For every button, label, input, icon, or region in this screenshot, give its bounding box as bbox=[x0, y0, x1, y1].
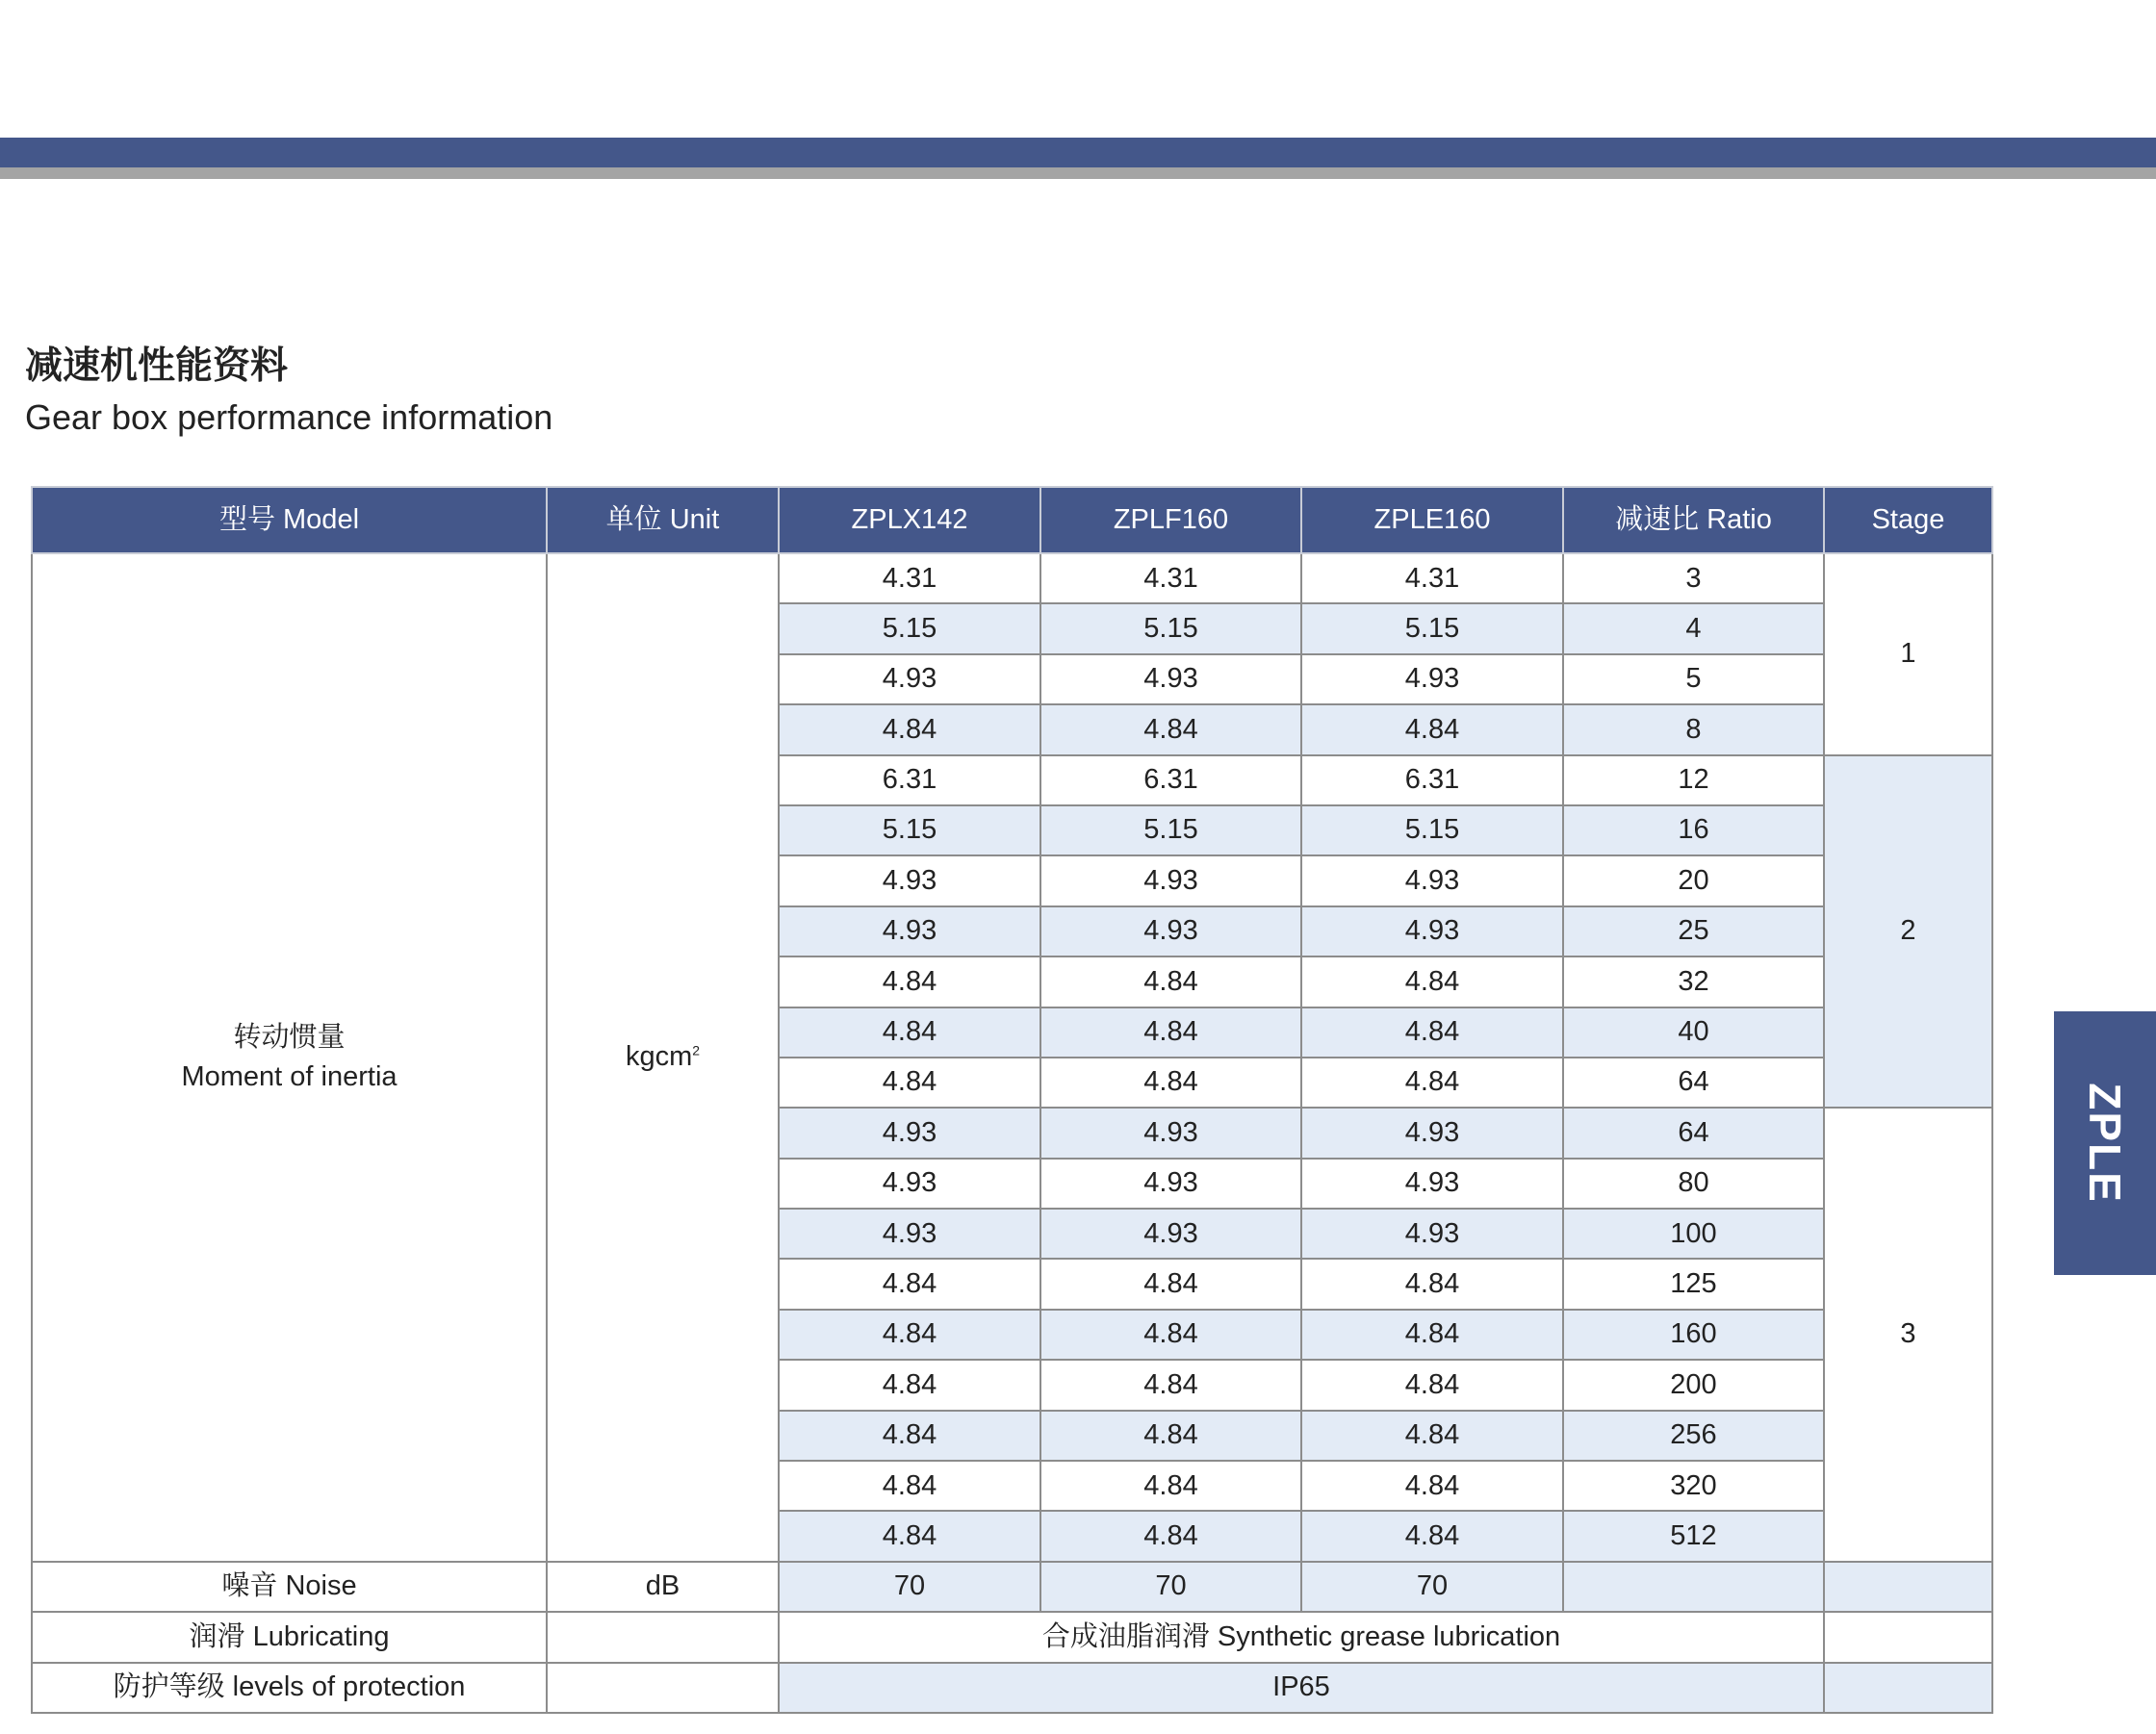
ratio-cell: 32 bbox=[1563, 956, 1824, 1007]
inertia-value-cell: 6.31 bbox=[1301, 755, 1563, 805]
header-zplx142: ZPLX142 bbox=[779, 487, 1040, 553]
inertia-value-cell: 4.84 bbox=[1301, 1310, 1563, 1360]
inertia-value-cell: 5.15 bbox=[1040, 805, 1301, 855]
inertia-value-cell: 4.84 bbox=[779, 1360, 1040, 1410]
ratio-cell: 25 bbox=[1563, 906, 1824, 956]
inertia-value-cell: 5.15 bbox=[1040, 603, 1301, 653]
inertia-value-cell: 4.93 bbox=[1040, 855, 1301, 905]
header-unit: 单位 Unit bbox=[547, 487, 779, 553]
inertia-unit-text: kgcm bbox=[625, 1041, 693, 1073]
ratio-cell: 512 bbox=[1563, 1511, 1824, 1561]
side-tab-label: ZPLE bbox=[2080, 1083, 2130, 1204]
inertia-unit-sup: 2 bbox=[692, 1042, 701, 1058]
inertia-value-cell: 4.84 bbox=[1301, 1058, 1563, 1108]
header-color-bar bbox=[0, 138, 2156, 167]
ratio-cell: 12 bbox=[1563, 755, 1824, 805]
inertia-label-cn: 转动惯量 bbox=[233, 1021, 346, 1053]
inertia-value-cell: 4.84 bbox=[779, 1411, 1040, 1461]
inertia-value-cell: 4.84 bbox=[779, 1511, 1040, 1561]
inertia-value-cell: 4.84 bbox=[779, 1310, 1040, 1360]
inertia-value-cell: 4.84 bbox=[1040, 1259, 1301, 1309]
inertia-value-cell: 4.84 bbox=[1301, 1007, 1563, 1058]
inertia-value-cell: 5.15 bbox=[779, 805, 1040, 855]
inertia-value-cell: 4.84 bbox=[1040, 1310, 1301, 1360]
inertia-value-cell: 4.84 bbox=[1040, 1360, 1301, 1410]
section-title-cn: 减速机性能资料 bbox=[25, 345, 289, 387]
inertia-value-cell: 4.93 bbox=[1301, 654, 1563, 704]
inertia-value-cell: 6.31 bbox=[779, 755, 1040, 805]
ratio-cell: 64 bbox=[1563, 1108, 1824, 1158]
inertia-value-cell: 4.84 bbox=[1040, 1007, 1301, 1058]
side-tab bbox=[2054, 1011, 2156, 1275]
ratio-cell: 160 bbox=[1563, 1310, 1824, 1360]
inertia-value-cell: 4.93 bbox=[1301, 1159, 1563, 1209]
ratio-cell: 125 bbox=[1563, 1259, 1824, 1309]
ratio-cell: 16 bbox=[1563, 805, 1824, 855]
inertia-value-cell: 4.31 bbox=[1040, 553, 1301, 603]
inertia-value-cell: 4.84 bbox=[1040, 956, 1301, 1007]
ratio-cell: 40 bbox=[1563, 1007, 1824, 1058]
inertia-value-cell: 4.84 bbox=[1040, 1511, 1301, 1561]
inertia-value-cell: 4.31 bbox=[779, 553, 1040, 603]
table-row bbox=[32, 553, 1992, 603]
noise-empty-cell bbox=[1563, 1562, 1824, 1612]
stage-cell: 3 bbox=[1824, 1108, 1992, 1562]
protection-row bbox=[32, 1663, 1992, 1713]
ratio-cell: 320 bbox=[1563, 1461, 1824, 1511]
stage-cell: 1 bbox=[1824, 553, 1992, 755]
noise-row bbox=[32, 1562, 1992, 1612]
ratio-cell: 64 bbox=[1563, 1058, 1824, 1108]
inertia-value-cell: 4.84 bbox=[1040, 1461, 1301, 1511]
header-model: 型号 Model bbox=[32, 487, 547, 553]
protection-unit bbox=[547, 1663, 779, 1713]
ratio-cell: 80 bbox=[1563, 1159, 1824, 1209]
stage-cell: 2 bbox=[1824, 755, 1992, 1109]
ratio-cell: 3 bbox=[1563, 553, 1824, 603]
inertia-value-cell: 4.93 bbox=[779, 654, 1040, 704]
inertia-value-cell: 4.93 bbox=[779, 906, 1040, 956]
inertia-value-cell: 4.84 bbox=[1301, 1360, 1563, 1410]
inertia-value-cell: 4.84 bbox=[779, 1007, 1040, 1058]
inertia-value-cell: 4.84 bbox=[1040, 1058, 1301, 1108]
inertia-value-cell: 4.93 bbox=[779, 1159, 1040, 1209]
performance-table bbox=[31, 486, 1993, 1714]
noise-value-cell: 70 bbox=[779, 1562, 1040, 1612]
inertia-value-cell: 4.93 bbox=[1040, 1209, 1301, 1259]
inertia-value-cell: 4.93 bbox=[1040, 906, 1301, 956]
lubricating-row bbox=[32, 1612, 1992, 1662]
inertia-value-cell: 4.93 bbox=[1301, 906, 1563, 956]
section-title-en: Gear box performance information bbox=[25, 397, 553, 437]
inertia-value-cell: 4.84 bbox=[1301, 1511, 1563, 1561]
header-ratio: 减速比 Ratio bbox=[1563, 487, 1824, 553]
inertia-value-cell: 4.84 bbox=[1040, 1411, 1301, 1461]
noise-value-cell: 70 bbox=[1040, 1562, 1301, 1612]
inertia-value-cell: 4.93 bbox=[1301, 1209, 1563, 1259]
inertia-value-cell: 4.93 bbox=[1301, 855, 1563, 905]
inertia-value-cell: 4.93 bbox=[1301, 1108, 1563, 1158]
ratio-cell: 20 bbox=[1563, 855, 1824, 905]
inertia-value-cell: 4.84 bbox=[779, 1461, 1040, 1511]
inertia-value-cell: 5.15 bbox=[1301, 603, 1563, 653]
protection-empty-cell bbox=[1824, 1663, 1992, 1713]
inertia-value-cell: 4.84 bbox=[1040, 704, 1301, 754]
inertia-value-cell: 4.93 bbox=[779, 855, 1040, 905]
inertia-value-cell: 4.84 bbox=[1301, 1411, 1563, 1461]
inertia-value-cell: 6.31 bbox=[1040, 755, 1301, 805]
inertia-value-cell: 4.31 bbox=[1301, 553, 1563, 603]
noise-value-cell: 70 bbox=[1301, 1562, 1563, 1612]
inertia-value-cell: 4.93 bbox=[1040, 1108, 1301, 1158]
protection-label: 防护等级 levels of protection bbox=[32, 1663, 547, 1713]
inertia-value-cell: 4.84 bbox=[779, 1058, 1040, 1108]
lubricating-value: 合成油脂润滑 Synthetic grease lubrication bbox=[779, 1612, 1824, 1662]
inertia-label bbox=[32, 553, 547, 1562]
noise-label: 噪音 Noise bbox=[32, 1562, 547, 1612]
inertia-value-cell: 5.15 bbox=[779, 603, 1040, 653]
lubricating-label: 润滑 Lubricating bbox=[32, 1612, 547, 1662]
inertia-value-cell: 4.84 bbox=[1301, 1259, 1563, 1309]
inertia-value-cell: 4.93 bbox=[1040, 1159, 1301, 1209]
inertia-value-cell: 4.84 bbox=[1301, 1461, 1563, 1511]
ratio-cell: 8 bbox=[1563, 704, 1824, 754]
lubricating-empty-cell bbox=[1824, 1612, 1992, 1662]
header-zple160: ZPLE160 bbox=[1301, 487, 1563, 553]
inertia-value-cell: 4.84 bbox=[779, 956, 1040, 1007]
inertia-value-cell: 4.84 bbox=[779, 1259, 1040, 1309]
ratio-cell: 200 bbox=[1563, 1360, 1824, 1410]
inertia-value-cell: 4.84 bbox=[779, 704, 1040, 754]
ratio-cell: 4 bbox=[1563, 603, 1824, 653]
inertia-value-cell: 4.93 bbox=[1040, 654, 1301, 704]
inertia-value-cell: 4.84 bbox=[1301, 704, 1563, 754]
inertia-label-en: Moment of inertia bbox=[181, 1060, 398, 1092]
ratio-cell: 5 bbox=[1563, 654, 1824, 704]
noise-unit: dB bbox=[547, 1562, 779, 1612]
header-gray-bar bbox=[0, 167, 2156, 179]
noise-empty-cell bbox=[1824, 1562, 1992, 1612]
ratio-cell: 100 bbox=[1563, 1209, 1824, 1259]
header-stage: Stage bbox=[1824, 487, 1992, 553]
table-header-row bbox=[32, 487, 1992, 553]
header-zplf160: ZPLF160 bbox=[1040, 487, 1301, 553]
ratio-cell: 256 bbox=[1563, 1411, 1824, 1461]
inertia-value-cell: 4.93 bbox=[779, 1108, 1040, 1158]
inertia-unit bbox=[547, 553, 779, 1562]
lubricating-unit bbox=[547, 1612, 779, 1662]
protection-value: IP65 bbox=[779, 1663, 1824, 1713]
inertia-value-cell: 5.15 bbox=[1301, 805, 1563, 855]
inertia-value-cell: 4.93 bbox=[779, 1209, 1040, 1259]
inertia-value-cell: 4.84 bbox=[1301, 956, 1563, 1007]
